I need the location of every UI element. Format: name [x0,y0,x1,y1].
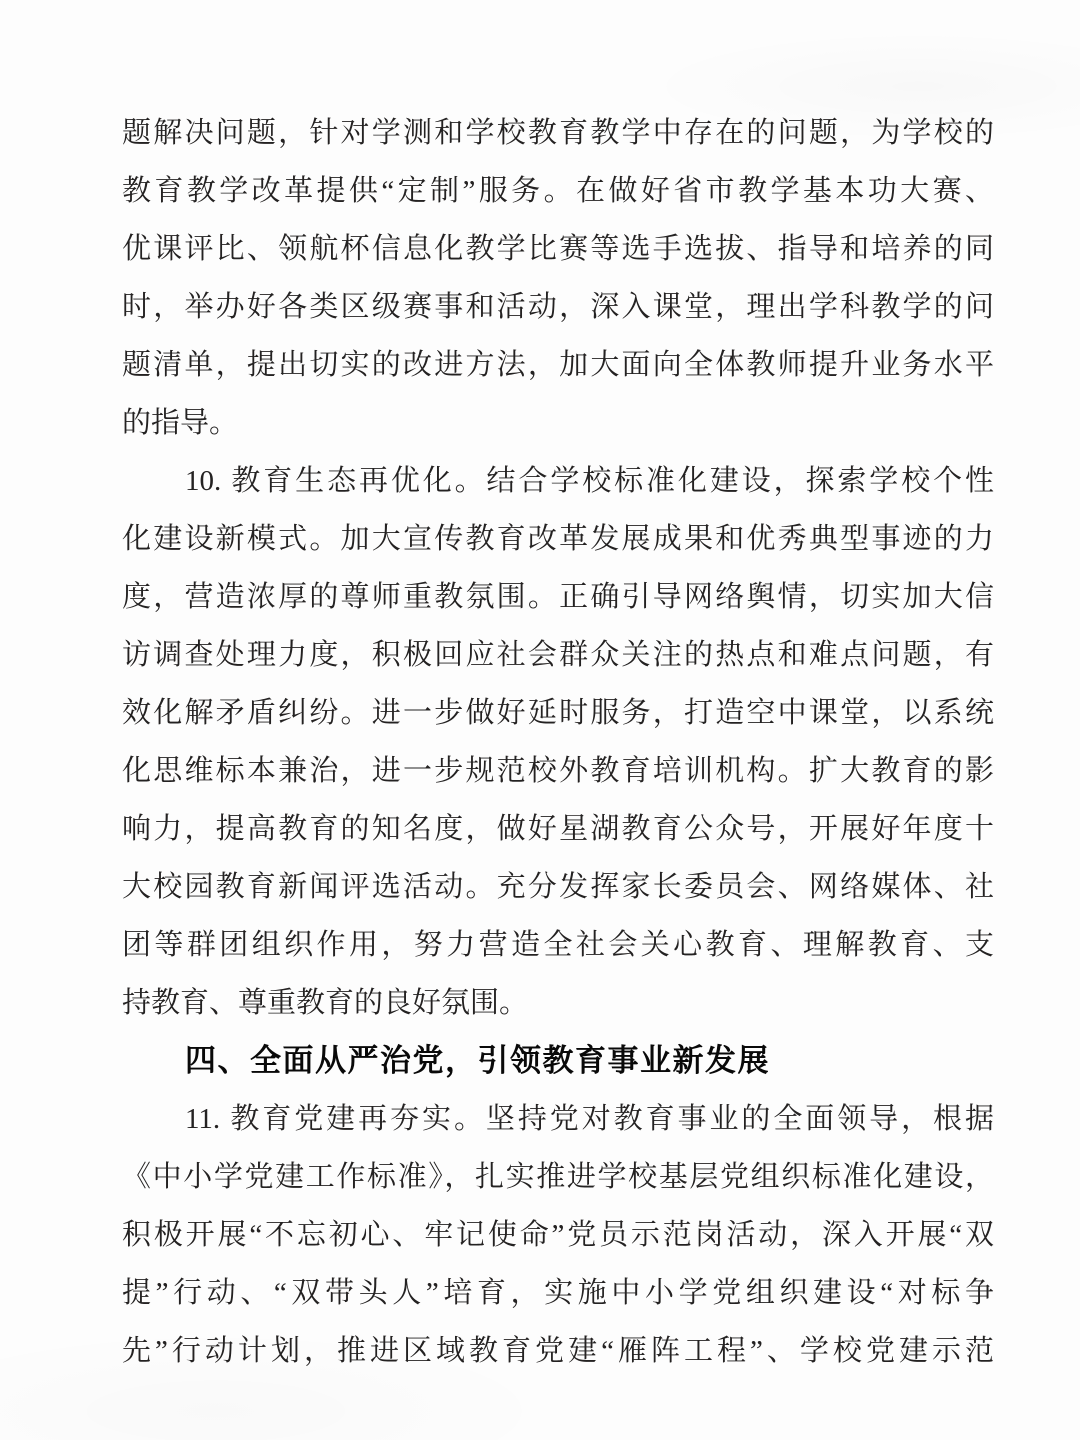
text-line: 积极开展“不忘初心、牢记使命”党员示范岗活动，深入开展“双 [122,1219,994,1251]
paragraph-last-line: 持教育、尊重教育的良好氛围。 [122,987,529,1019]
text-line: 优课评比、领航杯信息化教学比赛等选手选拔、指导和培养的同 [122,233,994,265]
text-line: 团等群团组织作用，努力营造全社会关心教育、理解教育、支 [122,929,994,961]
text-line: 提”行动、“双带头人”培育，实施中小学党组织建设“对标争 [122,1277,994,1309]
text-line: 《中小学党建工作标准》，扎实推进学校基层党组织标准化建设， [122,1161,994,1193]
text-line: 化思维标本兼治，进一步规范校外教育培训机构。扩大教育的影 [122,755,994,787]
text-line: 化建设新模式。加大宣传教育改革发展成果和优秀典型事迹的力 [122,523,994,555]
text-line: 访调查处理力度，积极回应社会群众关注的热点和难点问题，有 [122,639,994,671]
section-heading: 四、全面从严治党，引领教育事业新发展 [185,1043,770,1078]
text-line: 响力，提高教育的知名度，做好星湖教育公众号，开展好年度十 [122,813,994,845]
text-line: 度，营造浓厚的尊师重教氛围。正确引导网络舆情，切实加大信 [122,581,994,613]
paragraph-first-line: 10. 教育生态再优化。结合学校标准化建设，探索学校个性 [185,465,994,497]
paragraph-first-line: 11. 教育党建再夯实。坚持党对教育事业的全面领导，根据 [185,1103,994,1135]
text-line: 先”行动计划，推进区域教育党建“雁阵工程”、学校党建示范 [122,1335,994,1367]
text-line: 时，举办好各类区级赛事和活动，深入课堂，理出学科教学的问 [122,291,994,323]
text-line: 大校园教育新闻评选活动。充分发挥家长委员会、网络媒体、社 [122,871,994,903]
text-line: 题清单，提出切实的改进方法，加大面向全体教师提升业务水平 [122,349,994,381]
text-line: 教育教学改革提供“定制”服务。在做好省市教学基本功大赛、 [122,175,994,207]
text-line: 题解决问题，针对学测和学校教育教学中存在的问题，为学校的 [122,117,994,149]
text-line: 效化解矛盾纠纷。进一步做好延时服务，打造空中课堂，以系统 [122,697,994,729]
paragraph-last-line: 的指导。 [122,407,239,439]
document-text-block [122,104,994,1380]
